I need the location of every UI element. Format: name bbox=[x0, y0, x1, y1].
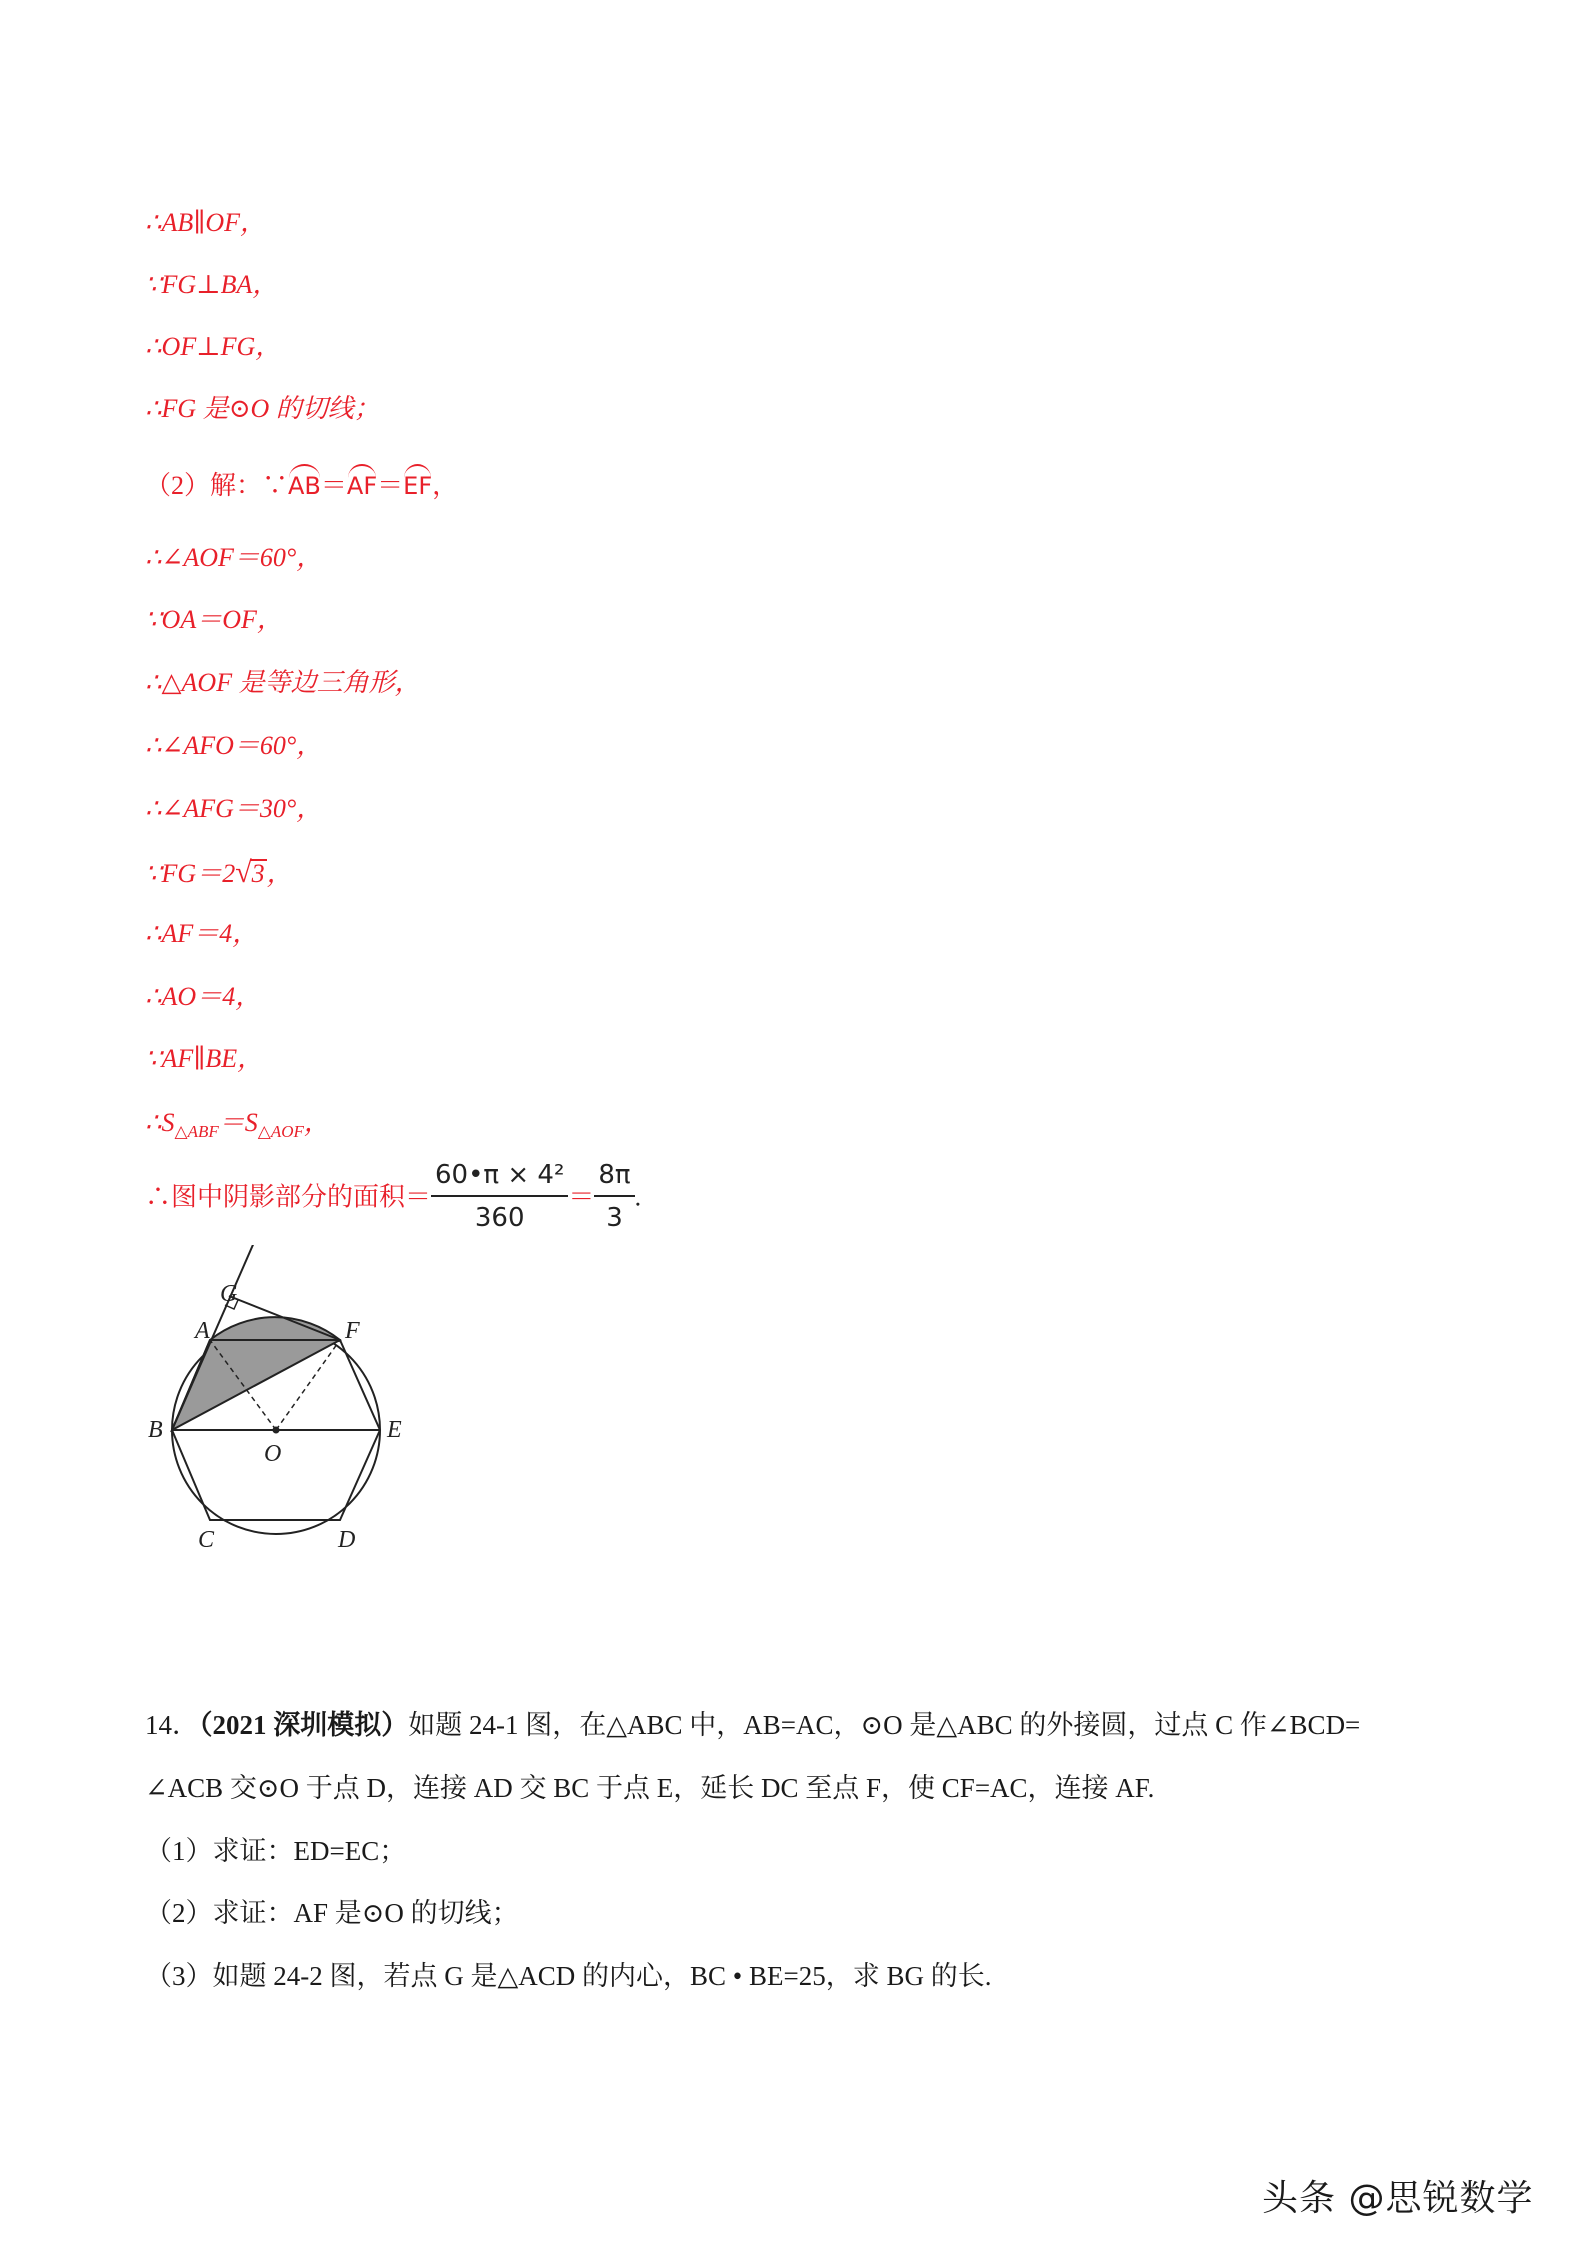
part2-eq1: ＝ bbox=[320, 471, 347, 500]
arc-ab: AB bbox=[288, 472, 321, 500]
label-a: A bbox=[195, 1318, 210, 1344]
label-d: D bbox=[338, 1527, 356, 1553]
fraction-2-numerator: 8π bbox=[594, 1160, 634, 1197]
step-line-1: ∴∠AOF＝60°， bbox=[145, 543, 323, 572]
area-equal-line bbox=[145, 1110, 330, 1140]
fraction-2-denominator: 3 bbox=[606, 1203, 623, 1234]
question-source: （2021 深圳模拟） bbox=[199, 1710, 409, 1740]
label-o: O bbox=[264, 1441, 282, 1467]
fg-prefix: ∵FG＝2 bbox=[145, 859, 236, 888]
question-part-1: （1）求证：ED=EC； bbox=[145, 1836, 407, 1866]
arc-af: AF bbox=[346, 472, 378, 500]
label-c: C bbox=[198, 1527, 215, 1553]
proof-line-1: ∴AB∥OF， bbox=[145, 208, 266, 237]
final-eq: ＝ bbox=[568, 1182, 595, 1212]
question-part-2: （2）求证：AF 是⊙O 的切线； bbox=[145, 1898, 519, 1928]
area-suffix: ， bbox=[303, 1108, 330, 1137]
part2-prefix: （2）解：∵ bbox=[145, 471, 289, 500]
fg-length-line: ∵FG＝2√3， bbox=[145, 856, 293, 889]
fraction-1-denominator: 360 bbox=[474, 1203, 525, 1234]
step-line-5: ∴∠AFG＝30°， bbox=[145, 794, 323, 823]
step2-line-1: ∴AF＝4， bbox=[145, 919, 259, 948]
arc-ef: EF bbox=[403, 472, 433, 500]
fraction-1 bbox=[431, 1160, 568, 1234]
label-f: F bbox=[345, 1318, 360, 1344]
step-line-3: ∴△AOF 是等边三角形， bbox=[145, 668, 421, 697]
step-line-2: ∵OA＝OF， bbox=[145, 605, 283, 634]
area-sub1: △ABF bbox=[174, 1122, 219, 1141]
part2-eq2: ＝ bbox=[377, 471, 404, 500]
center-point bbox=[273, 1427, 280, 1434]
fraction-1-numerator: 60•π × 4² bbox=[431, 1160, 568, 1197]
label-b: B bbox=[148, 1417, 163, 1443]
label-g: G bbox=[220, 1281, 238, 1307]
fg-suffix: ， bbox=[266, 859, 293, 888]
proof-line-2: ∵FG⊥BA， bbox=[145, 270, 279, 299]
final-prefix: ∴图中阴影部分的面积＝ bbox=[145, 1182, 432, 1212]
step2-line-3: ∵AF∥BE， bbox=[145, 1044, 264, 1073]
question-14-line-2: ∠ACB 交⊙O 于点 D，连接 AD 交 BC 于点 E，延长 DC 至点 F，使 CF=AC，连接 AF. bbox=[145, 1773, 1155, 1803]
question-14-line-1 bbox=[145, 1712, 1360, 1739]
shaded-area-line bbox=[145, 1160, 641, 1234]
area-prefix: ∴S bbox=[145, 1108, 175, 1137]
fraction-2 bbox=[594, 1160, 634, 1234]
area-sub2: △AOF bbox=[257, 1122, 304, 1141]
hexagon-circle-figure bbox=[140, 1245, 440, 1565]
final-suffix: . bbox=[634, 1182, 642, 1212]
question-stem-1: 如题 24-1 图，在△ABC 中，AB=AC，⊙O 是△ABC 的外接圆，过点 C 作∠BCD= bbox=[408, 1710, 1361, 1740]
part2-arc-line bbox=[145, 470, 458, 499]
sqrt-radicand: 3 bbox=[251, 859, 265, 888]
question-number: 14． bbox=[145, 1710, 199, 1740]
proof-line-4: ∴FG 是⊙O 的切线； bbox=[145, 394, 380, 423]
question-part-3: （3）如题 24-2 图，若点 G 是△ACD 的内心，BC • BE=25，求 BG 的长. bbox=[145, 1961, 992, 1991]
step2-line-2: ∴AO＝4， bbox=[145, 982, 262, 1011]
part2-suffix: ， bbox=[432, 471, 459, 500]
proof-line-3: ∴OF⊥FG， bbox=[145, 332, 282, 361]
watermark: 头条 @思锐数学 bbox=[1262, 2178, 1534, 2219]
area-eq: ＝S bbox=[218, 1108, 258, 1137]
label-e: E bbox=[387, 1417, 402, 1443]
step-line-4: ∴∠AFO＝60°， bbox=[145, 731, 323, 760]
